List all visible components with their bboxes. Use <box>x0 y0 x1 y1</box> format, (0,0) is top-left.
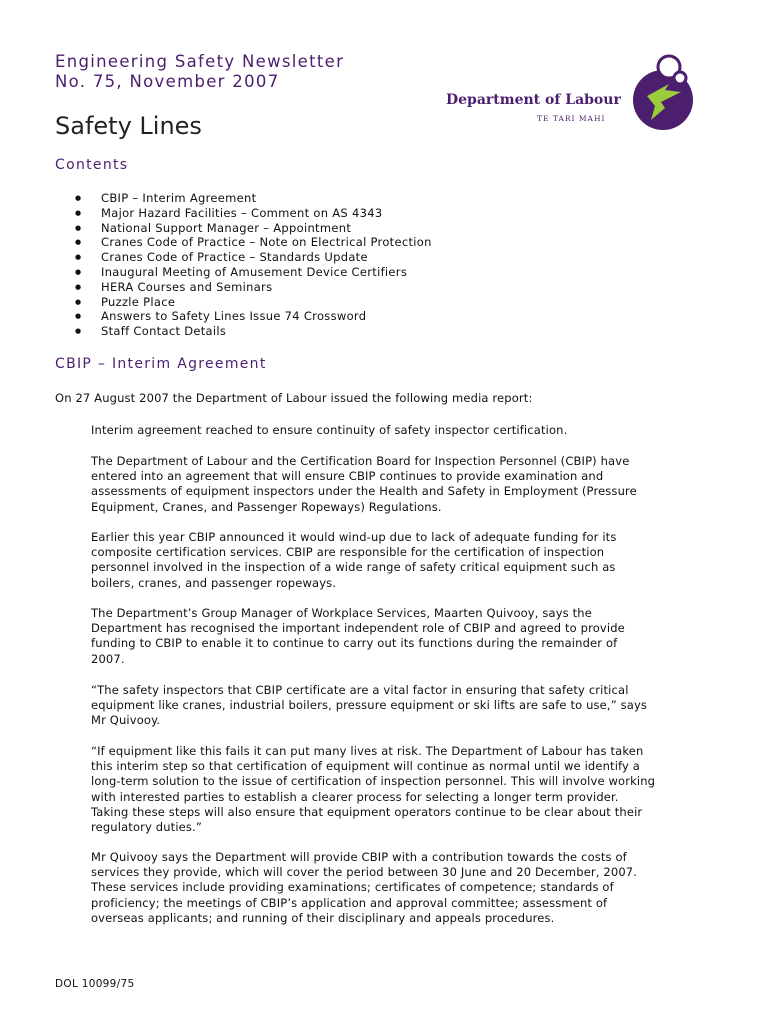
quote-paragraph: “The safety inspectors that CBIP certificate are a vital factor in ensuring that safety critical equipment like cranes, industrial boilers, pressure equipment or ski lifts are safe to use,” says Mr Quivooy. <box>91 683 648 728</box>
page-title: Safety Lines <box>55 112 202 140</box>
contents-item: ● Inaugural Meeting of Amusement Device Certifiers <box>75 265 432 280</box>
newsletter-name: Engineering Safety Newsletter <box>55 52 345 71</box>
contents-list <box>75 191 432 339</box>
quote-paragraph: Mr Quivooy says the Department will provide CBIP with a contribution towards the costs of services they provide, which will cover the period between 30 June and 20 December, 2007. These services include providing examinations; certificates of competence; standards of proficiency; the meetings of CBIP’s application and approval committee; assessment of overseas applicants; and running of their disciplinary and appeals procedures. <box>91 850 638 925</box>
contents-item: ● Answers to Safety Lines Issue 74 Crossword <box>75 309 432 324</box>
contents-item: ● Cranes Code of Practice – Standards Update <box>75 250 432 265</box>
newsletter-title <box>55 52 344 92</box>
intro-paragraph: On 27 August 2007 the Department of Labour issued the following media report: <box>55 391 533 405</box>
contents-item: ● Staff Contact Details <box>75 324 432 339</box>
quote-paragraph: Earlier this year CBIP announced it would wind-up due to lack of adequate funding for its composite certification services. CBIP are responsible for the certification of inspection personnel involved in the inspection of a wide range of safety critical equipment such as boilers, cranes, and passenger ropeways. <box>91 530 617 590</box>
contents-item: ● Major Hazard Facilities – Comment on AS 4343 <box>75 206 432 221</box>
contents-item: ● HERA Courses and Seminars <box>75 280 432 295</box>
quote-paragraph: “If equipment like this fails it can put many lives at risk. The Department of Labour has taken this interim step so that certification of equipment will continue as normal until we identify a long-term solution to the issue of certification of inspection personnel. This will involve working with interested parties to establish a clearer process for selecting a longer term provider. Taking these steps will also ensure that equipment operators continue to be clear about their regulatory duties.” <box>91 744 656 835</box>
contents-item: ● Puzzle Place <box>75 295 432 310</box>
department-logo <box>440 50 705 135</box>
contents-item: ● CBIP – Interim Agreement <box>75 191 432 206</box>
contents-heading: Contents <box>55 157 129 173</box>
document-code: DOL 10099/75 <box>55 978 135 990</box>
quote-paragraph: The Department of Labour and the Certification Board for Inspection Personnel (CBIP) have entered into an agreement that will ensure CBIP continues to provide examination and assessments of equipment inspectors under the Health and Safety in Employment (Pressure Equipment, Cranes, and Passenger Ropeways) Regulations. <box>91 454 637 514</box>
contents-item: ● National Support Manager – Appointment <box>75 221 432 236</box>
quote-paragraph: Interim agreement reached to ensure continuity of safety inspector certification. <box>91 423 568 437</box>
logo-mark-icon <box>625 50 703 135</box>
logo-name: Department of Labour <box>446 92 621 108</box>
logo-subtitle: TE TARI MAHI <box>537 114 606 123</box>
section-heading: CBIP – Interim Agreement <box>55 356 267 372</box>
contents-item: ● Cranes Code of Practice – Note on Electrical Protection <box>75 235 432 250</box>
newsletter-issue: No. 75, November 2007 <box>55 72 280 91</box>
quote-paragraph: The Department’s Group Manager of Workplace Services, Maarten Quivooy, says the Department has recognised the important independent role of CBIP and agreed to provide funding to CBIP to enable it to continue to carry out its functions during the remainder of 2007. <box>91 606 625 666</box>
